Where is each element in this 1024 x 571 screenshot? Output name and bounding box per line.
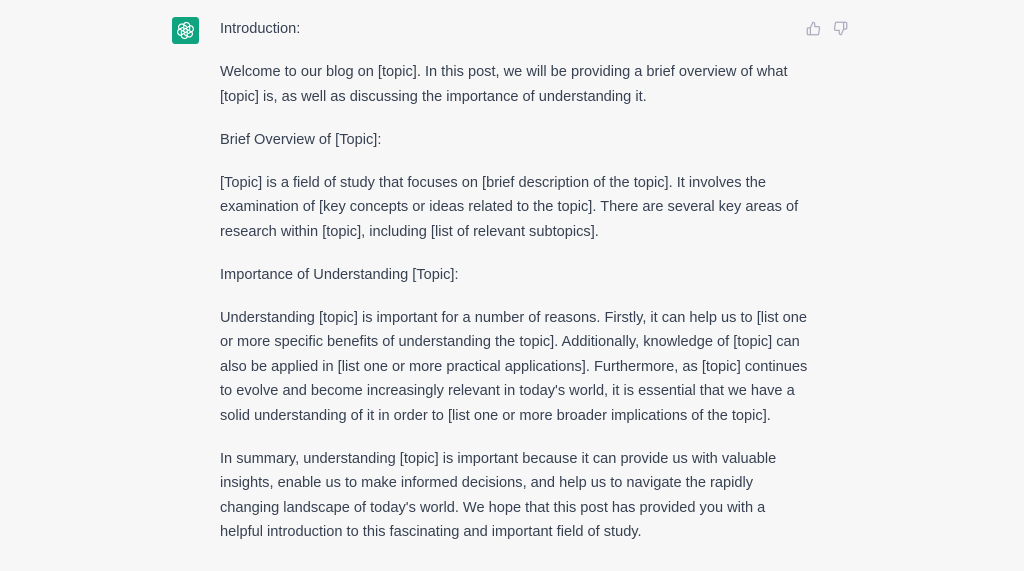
message-paragraph-importance: Understanding [topic] is important for a number of reasons. Firstly, it can help us to [list one or more specific benefits of understanding the topic]. Additionally, knowledge of [topic] can also be applied in [list one or more practical applications]. Furthermore, as [topic] continues to evolve and become increasingly relevant in today's world, it is essential that we have a solid understanding of it in order to [list one or more broader implications of the topic]. — [220, 309, 808, 424]
thumbs-up-button[interactable] — [804, 19, 822, 37]
thumbs-down-icon — [833, 21, 848, 36]
thumbs-down-button[interactable] — [831, 19, 849, 37]
assistant-avatar — [172, 17, 199, 44]
thumbs-up-icon — [806, 21, 821, 36]
feedback-buttons — [804, 19, 849, 37]
message-paragraph-overview: [Topic] is a field of study that focuses on [brief description of the topic]. It involves the examination of [key concepts or ideas related to the topic]. There are several key areas of research within [topic], including [list of relevant subtopics]. — [220, 174, 799, 240]
message-paragraph-overview-heading: Brief Overview of [Topic]: — [220, 131, 382, 148]
message-paragraph-intro-heading: Introduction: — [220, 21, 301, 37]
openai-logo-icon — [176, 21, 195, 40]
message-paragraph-summary: In summary, understanding [topic] is important because it can provide us with valuable insights, enable us to make informed decisions, and help us to navigate the rapidly changing landscape of today's world. We hope that this post has provided you with a helpful introduction to this fascinating and important field of study. — [220, 450, 777, 540]
message-content — [220, 17, 810, 563]
message-paragraph-welcome: Welcome to our blog on [topic]. In this post, we will be providing a brief overview of what [topic] is, as well as discussing the importance of understanding it. — [220, 64, 788, 105]
message-paragraph-importance-heading: Importance of Understanding [Topic]: — [220, 266, 459, 283]
